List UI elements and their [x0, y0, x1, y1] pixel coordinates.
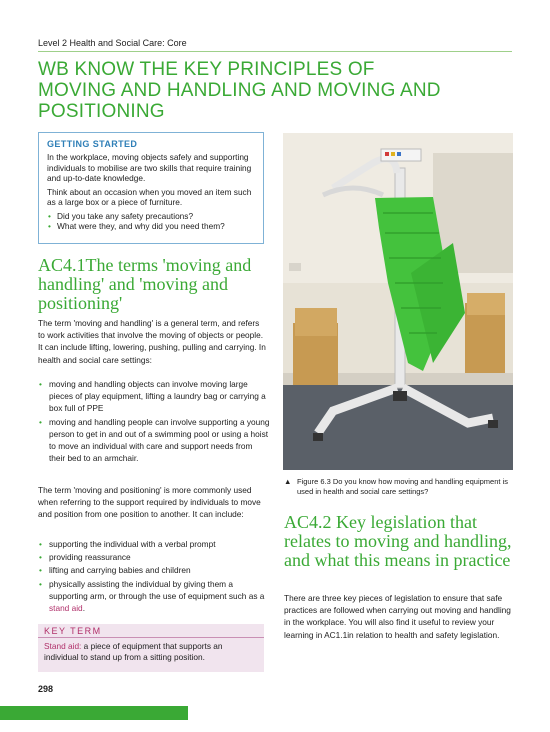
list-item	[38, 578, 270, 615]
list-item-text: physically assisting the individual by giving them a supporting arm, or through the use of equipment such as a	[49, 578, 265, 601]
list-item: • supporting the individual with a verbal prompt	[38, 538, 270, 550]
getting-started-list	[47, 211, 255, 232]
list-item: • What were they, and why did you need them?	[47, 221, 255, 232]
list-item: • moving and handling objects can involve moving large pieces of play equipment, lifting a laundry bag or carrying a box full of PPE	[38, 378, 270, 415]
section-heading-ac42: AC4.2 Key legislation that relates to moving and handling, and what this means in practice	[284, 512, 512, 570]
page-number: 298	[38, 684, 54, 694]
body-paragraph: The term 'moving and positioning' is more commonly used when referring to the support required by individuals to move and position from one position to another. It can include:	[38, 485, 261, 520]
getting-started-paragraph: In the workplace, moving objects safely and supporting individuals to mobilise are two skills that require training and up-to-date knowledge.	[47, 152, 252, 183]
body-paragraph: The term 'moving and handling' is a general term, and refers to work activities that involve the moving of objects or people. It can include lifting, lowering, pushing, pulling and carrying. In health and social care settings:	[38, 318, 266, 365]
getting-started-box	[38, 132, 264, 244]
footer-bar	[0, 706, 188, 720]
title-line: WB KNOW THE KEY PRINCIPLES OF	[38, 59, 375, 80]
key-term-box	[38, 624, 264, 672]
hoist-photo	[283, 133, 513, 470]
figure-caption	[283, 477, 513, 496]
list-item: • moving and handling people can involve supporting a young person to get in and out of a swimming pool or using a hoist to move an individual with care and support needs from their bed to an armchair.	[38, 416, 270, 465]
title-line: MOVING AND HANDLING AND MOVING AND	[38, 80, 441, 101]
getting-started-title: GETTING STARTED	[47, 139, 138, 149]
page-title	[38, 59, 518, 122]
running-header: Level 2 Health and Social Care: Core	[38, 38, 187, 48]
body-paragraph: There are three key pieces of legislation to ensure that safe practices are followed when carrying out moving and handling in the workplace. You will also find it useful to review your learning in AC1.1in relation to health and safety legislation.	[284, 593, 511, 640]
list-item: • providing reassurance	[38, 551, 270, 563]
hoist-illustration	[283, 133, 513, 470]
key-term-definition	[38, 638, 264, 666]
bullet-list	[38, 378, 270, 465]
key-term-word: Stand aid:	[44, 641, 82, 651]
title-line: POSITIONING	[38, 101, 165, 122]
key-term-text: a piece of equipment that supports an individual to stand up from a sitting position.	[44, 641, 223, 662]
getting-started-paragraph: Think about an occasion when you moved an item such as a large box or a piece of furniture.	[47, 186, 252, 207]
header-divider	[38, 51, 512, 52]
list-item: • Did you take any safety precautions?	[47, 211, 255, 222]
section-heading-ac41: AC4.1The terms 'moving and handling' and 'moving and positioning'	[38, 255, 252, 313]
caption-text: Figure 6.3 Do you know how moving and handling equipment is used in health and social care settings?	[297, 477, 508, 496]
list-item-text: .	[82, 603, 85, 614]
triangle-icon: ▲	[284, 477, 292, 486]
list-item: • lifting and carrying babies and children	[38, 564, 270, 576]
bullet-list	[38, 538, 270, 615]
key-term-heading: KEY TERM	[38, 624, 264, 638]
stand-aid-term: stand aid	[49, 603, 83, 614]
